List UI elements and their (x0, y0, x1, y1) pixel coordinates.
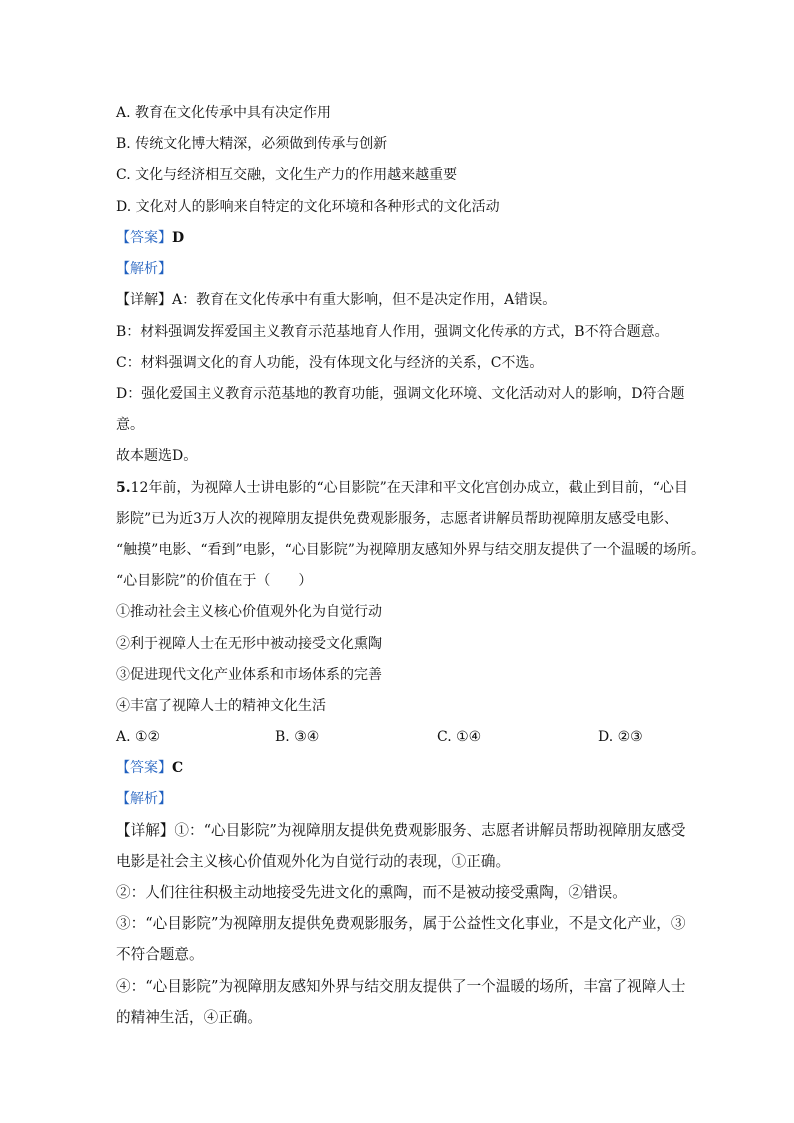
answer-value: D (172, 230, 185, 246)
detail-tag: 【详解】 (116, 822, 175, 839)
detail-text: A：教育在文化传承中有重大影响，但不是决定作用，A错误。 (172, 292, 557, 308)
q5-choice-a: A. ①② (116, 729, 161, 745)
answer-value: C (172, 760, 184, 776)
q5-detail-line-6: ④：“心目影院”为视障朋友感知外界与结交朋友提供了一个温暖的场所，丰富了视障人士 (116, 978, 686, 995)
question-number: 5. (116, 480, 131, 496)
q5-detail-line-4: ③：“心目影院”为视障朋友提供免费观影服务，属于公益性文化事业，不是文化产业，③ (116, 915, 686, 932)
q5-detail-line-5: 不符合题意。 (116, 946, 204, 963)
q5-choice-c: C. ①④ (437, 729, 482, 745)
q5-detail-line-2: 电影是社会主义核心价值观外化为自觉行动的表现，①正确。 (116, 853, 511, 870)
q5-answer (116, 758, 183, 778)
q5-statement-1: ①推动社会主义核心价值观外化为自觉行动 (116, 604, 382, 620)
q5-stem-text: 12年前，为视障人士讲电影的“心目影院”在天津和平文化宫创办成立，截止到目前，“心目 (130, 480, 688, 496)
q4-detail-d: D：强化爱国主义教育示范基地的教育功能，强调文化环境、文化活动对人的影响，D符合题 (116, 386, 685, 402)
q5-detail-line-3: ②：人们往往积极主动地接受先进文化的熏陶，而不是被动接受熏陶，②错误。 (116, 884, 627, 901)
q4-option-a: A. 教育在文化传承中具有决定作用 (116, 105, 332, 121)
q5-stem-line-1 (116, 478, 688, 498)
q4-option-c: C. 文化与经济相互交融，文化生产力的作用越来越重要 (116, 167, 458, 183)
detail-tag: 【详解】 (116, 292, 172, 308)
analysis-tag: 【解析】 (116, 261, 172, 277)
q4-analysis (116, 259, 172, 279)
q4-detail-c: C：材料强调文化的育人功能，没有体现文化与经济的关系，C不选。 (116, 355, 544, 371)
q5-choice-d: D. ②③ (598, 729, 643, 745)
q4-answer (116, 228, 184, 248)
answer-tag: 【答案】 (116, 230, 172, 246)
q4-detail (116, 290, 556, 310)
q4-detail-b: B：材料强调发挥爱国主义教育示范基地育人作用，强调文化传承的方式，B不符合题意。 (116, 324, 669, 340)
q5-stem-line-4: “心目影院”的价值在于（ ） (116, 573, 313, 589)
q5-statement-4: ④丰富了视障人士的精神文化生活 (116, 698, 326, 714)
q5-stem-line-3: “触摸”电影、“看到”电影，“心目影院”为视障朋友感知外界与结交朋友提供了一个温暖的场所。 (116, 542, 705, 558)
q4-option-d: D. 文化对人的影响来自特定的文化环境和各种形式的文化活动 (116, 199, 500, 215)
q5-statement-3: ③促进现代文化产业体系和市场体系的完善 (116, 667, 382, 683)
q4-option-b: B. 传统文化博大精深，必须做到传承与创新 (116, 136, 388, 152)
q5-detail-line-7: 的精神生活，④正确。 (116, 1009, 262, 1026)
q5-detail-line-1 (116, 821, 686, 841)
q5-stem-line-2: 影院”已为近3万人次的视障朋友提供免费观影服务，志愿者讲解员帮助视障朋友感受电影、 (116, 511, 679, 527)
q5-statement-2: ②利于视障人士在无形中被动接受文化熏陶 (116, 636, 382, 652)
analysis-tag: 【解析】 (116, 791, 172, 807)
q4-conclusion: 故本题选D。 (116, 448, 198, 464)
q5-analysis (116, 789, 172, 809)
detail-text: ①：“心目影院”为视障朋友提供免费观影服务、志愿者讲解员帮助视障朋友感受 (174, 822, 686, 839)
q4-detail-d-cont: 意。 (116, 417, 144, 433)
answer-tag: 【答案】 (116, 760, 172, 776)
q5-choice-b: B. ③④ (275, 729, 320, 745)
